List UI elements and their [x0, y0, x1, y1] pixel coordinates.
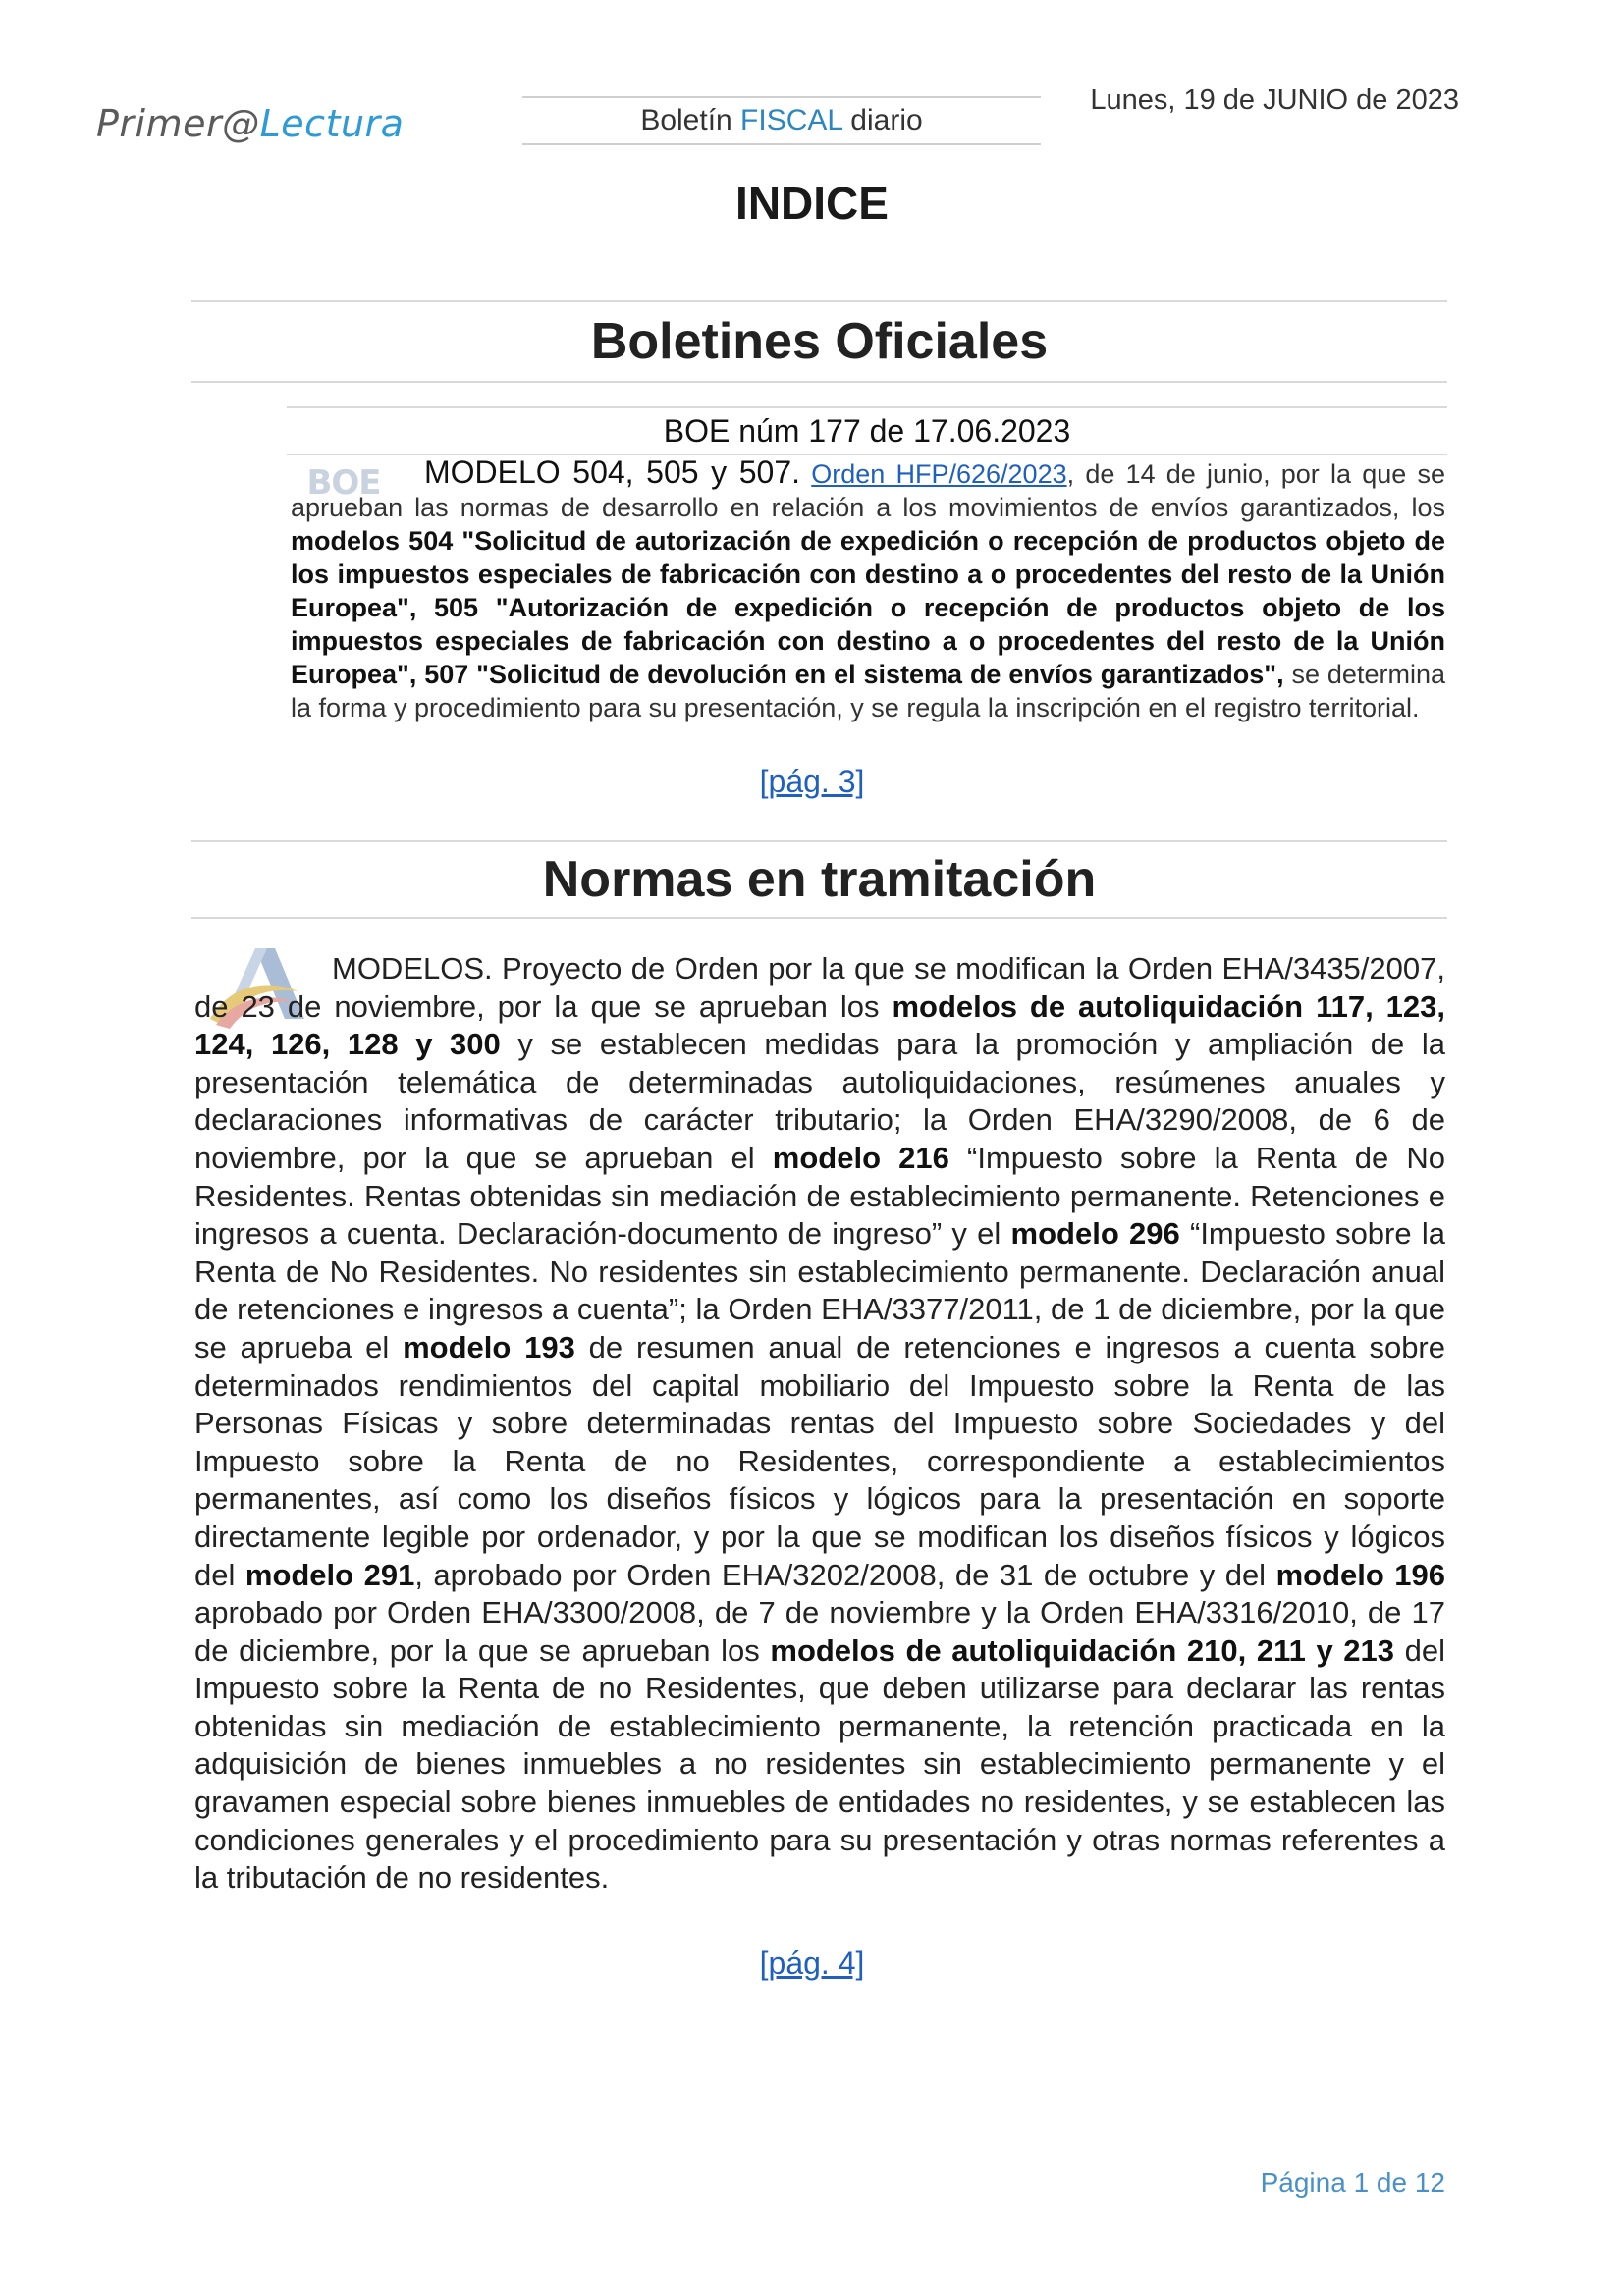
boe-item-lead: MODELO 504, 505 y 507.: [424, 454, 801, 490]
page-ref-link[interactable]: [pág. 4]: [759, 1946, 865, 1981]
bulletin-title: Boletín FISCAL diario: [522, 96, 1041, 145]
brand-logo: Primer@Lectura: [96, 102, 405, 145]
orden-hfp-link[interactable]: Orden HFP/626/2023: [811, 459, 1067, 489]
page-ref-3: [0, 764, 1624, 800]
bulletin-date: Lunes, 19 de JUNIO de 2023: [1090, 84, 1459, 116]
page-ref-4: [0, 1946, 1624, 1982]
normas-item-text: MODELOS. Proyecto de Orden por la que se modifican la Orden EHA/3435/2007, de 23 de noviembre, por la que se aprueban los modelos de autoliquidación 117, 123, 124, 126, 128 y 300 y se establecen medidas para la promoción y ampliación de la presentación telemática de determinadas autoliquidaciones, resúmenes anuales y declaraciones informativas de carácter tributario; la Orden EHA/3290/2008, de 6 de noviembre, por la que se aprueban el modelo 216 “Impuesto sobre la Renta de No Residentes. Rentas obtenidas sin mediación de establecimiento permanente. Retenciones e ingresos a cuenta. Declaración-documento de ingreso” y el modelo 296 “Impuesto sobre la Renta de No Residentes. No residentes sin establecimiento permanente. Declaración anual de retenciones e ingresos a cuenta”; la Orden EHA/3377/2011, de 1 de diciembre, por la que se aprueba el modelo 193 de resumen anual de retenciones e ingresos a cuenta sobre determinados rendimientos del capital mobiliario del Impuesto sobre la Renta de las Personas Físicas y sobre determinadas rentas del Impuesto sobre Sociedades y del Impuesto sobre la Renta de no Residentes, correspondiente a establecimientos permanentes, así como los diseños físicos y lógicos para la presentación en soporte directamente legible por ordenador, y por la que se modifican los diseños físicos y lógicos del modelo 291, aprobado por Orden EHA/3202/2008, de 31 de octubre y del modelo 196 aprobado por Orden EHA/3300/2008, de 7 de noviembre y la Orden EHA/3316/2010, de 17 de diciembre, por la que se aprueban los modelos de autoliquidación 210, 211 y 213 del Impuesto sobre la Renta de no Residentes, que deben utilizarse para declarar las rentas obtenidas sin mediación de establecimiento permanente, la retención practicada en la adquisición de bienes inmuebles a no residentes sin establecimiento permanente y el gravamen especial sobre bienes inmuebles de entidades no residentes, y se establecen las condiciones generales y el procedimiento para su presentación y otras normas referentes a la tributación de no residentes.: [194, 951, 1446, 1896]
section-title-boletines: Boletines Oficiales: [191, 300, 1447, 383]
normas-item-lead: MODELOS: [332, 951, 485, 986]
index-title: INDICE: [735, 178, 889, 229]
boe-item-text: MODELO 504, 505 y 507. Orden HFP/626/2023, de 14 de junio, por la que se aprueban las normas de desarrollo en relación a los movimientos de envíos garantizados, los modelos 504 "Solicitud de autorización de expedición o recepción de productos objeto de los impuestos especiales de fabricación con destino a o procedentes del resto de la Unión Europea", 505 "Autorización de expedición o recepción de productos objeto de los impuestos especiales de fabricación con destino a o procedentes del resto de la Unión Europea", 507 "Solicitud de devolución en el sistema de envíos garantizados", se determina la forma y procedimiento para su presentación, y se regula la inscripción en el registro territorial.: [291, 454, 1445, 722]
page-number: Página 1 de 12: [1260, 2167, 1445, 2198]
svg-text:BOE: BOE: [306, 463, 381, 503]
page-ref-link[interactable]: [pág. 3]: [759, 764, 865, 799]
section-title-normas: Normas en tramitación: [191, 840, 1447, 919]
boe-issue-header: BOE núm 177 de 17.06.2023: [287, 406, 1447, 455]
